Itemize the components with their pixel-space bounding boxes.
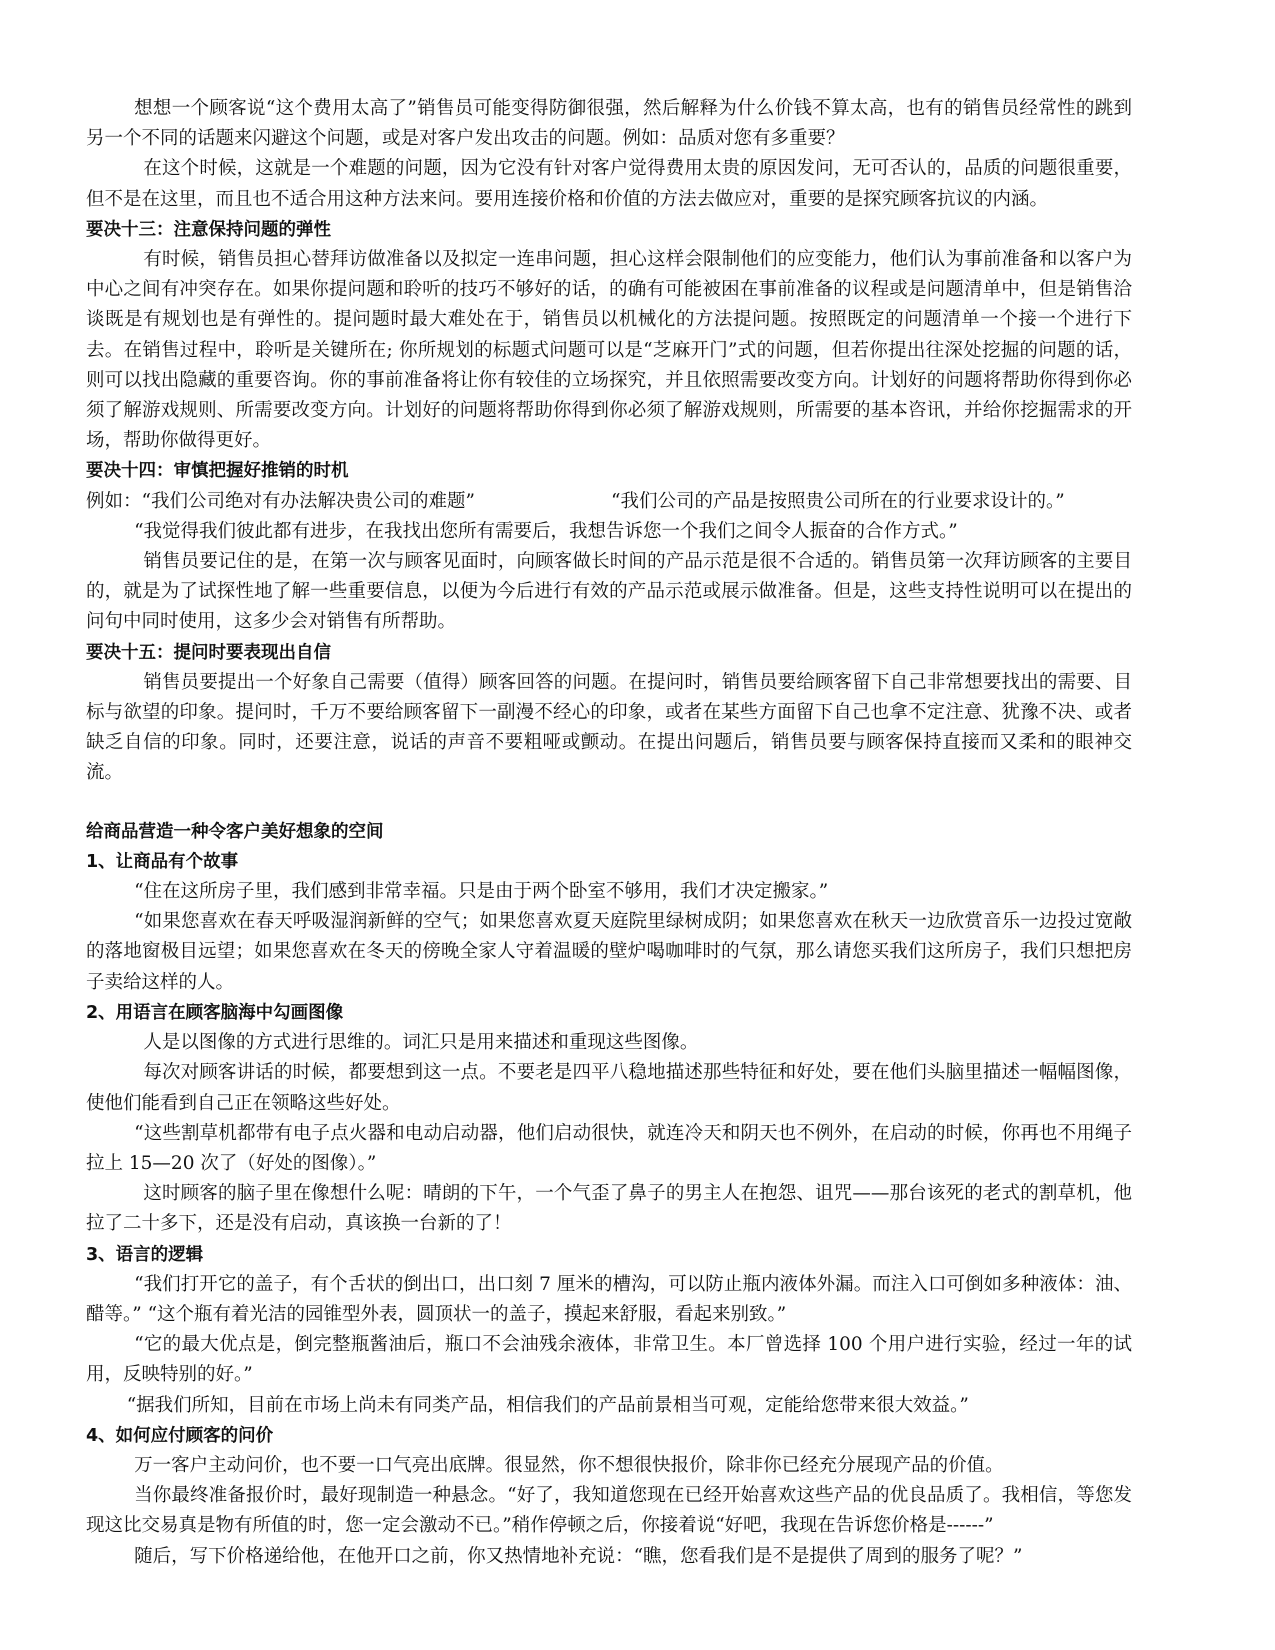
paragraph: 销售员要提出一个好象自己需要（值得）顾客回答的问题。在提问时，销售员要给顾客留下自己非常想要找出的需要、目标与欲望的印象。提问时，千万不要给顾客留下一副漫不经心的印象，或者在某些方面留下自己也拿不定注意、犹豫不决、或者缺乏自信的印象。同时，还要注意，说话的声音不要粗哑或颤动。在提出问题后，销售员要与顾客保持直接而又柔和的眼神交流。 [86,671,1132,784]
paragraph: 人是以图像的方式进行思维的。词汇只是用来描述和重现这些图像。 [143,1032,699,1054]
section-heading: 要决十四：审慎把握好推销的时机 [86,461,349,482]
paragraph: 当你最终准备报价时，最好现制造一种悬念。“好了，我知道您现在已经开始喜欢这些产品的优良品质了。我相信，等您发现这比交易真是物有所值的时，您一定会激动不已。”稍作停顿之后，你接着说“好吧，我现在告诉您价格是------” [86,1485,1132,1537]
paragraph: “如果您喜欢在春天呼吸湿润新鲜的空气；如果您喜欢夏天庭院里绿树成阴；如果您喜欢在秋天一边欣赏音乐一边投过宽敞的落地窗极目远望；如果您喜欢在冬天的傍晚全家人守着温暖的壁炉喝咖啡时的气氛，那么请您买我们这所房子，我们只想把房子卖给这样的人。 [86,911,1132,993]
paragraph: “据我们所知，目前在市场上尚未有同类产品，相信我们的产品前景相当可观，定能给您带来很大效益。” [126,1394,969,1416]
paragraph: 想想一个顾客说“这个费用太高了”销售员可能变得防御很强，然后解释为什么价钱不算太高，也有的销售员经常性的跳到另一个不同的话题来闪避这个问题，或是对客户发出攻击的问题。例如：品质对您有多重要？ [86,98,1132,150]
paragraph: 销售员要记住的是，在第一次与顾客见面时，向顾客做长时间的产品示范是很不合适的。销售员第一次拜访顾客的主要目的，就是为了试探性地了解一些重要信息，以便为今后进行有效的产品示范或展示做准备。但是，这些支持性说明可以在提出的问句中同时使用，这多少会对销售有所帮助。 [86,551,1132,633]
subsection-heading: 1、让商品有个故事 [86,851,239,872]
paragraph: 随后，写下价格递给他，在他开口之前，你又热情地补充说：“瞧，您看我们是不是提供了周到的服务了呢？” [134,1545,1023,1567]
spacer [86,789,1132,817]
paragraph: 每次对顾客讲话的时候，都要想到这一点。不要老是四平八稳地描述那些特征和好处，要在他们头脑里描述一幅幅图像，使他们能看到自己正在领略这些好处。 [86,1062,1132,1114]
paragraph: “这些割草机都带有电子点火器和电动启动器，他们启动很快，就连冷天和阴天也不例外，在启动的时候，你再也不用绳子拉上 15—20 次了（好处的图像）。” [86,1122,1132,1174]
paragraph: 万一客户主动问价，也不要一口气亮出底牌。很显然，你不想很快报价，除非你已经充分展现产品的价值。 [134,1454,1004,1476]
paragraph: 在这个时候，这就是一个难题的问题，因为它没有针对客户觉得费用太贵的原因发问，无可否认的，品质的问题很重要，但不是在这里，而且也不适合用这种方法来问。要用连接价格和价值的方法去做应对，重要的是探究顾客抗议的内涵。 [86,158,1132,210]
subsection-heading: 2、用语言在顾客脑海中勾画图像 [86,1002,344,1023]
example-quote: “我们公司的产品是按照贵公司所在的行业要求设计的。” [611,490,1065,512]
paragraph: 有时候，销售员担心替拜访做准备以及拟定一连串问题，担心这样会限制他们的应变能力，他们认为事前准备和以客户为中心之间有冲突存在。如果你提问题和聆听的技巧不够好的话，的确有可能被困在事前准备的议程或是问题清单中，但是销售洽谈既是有规划也是有弹性的。提问题时最大难处在于，销售员以机械化的方法提问题。按照既定的问题清单一个接一个进行下去。在销售过程中，聆听是关键所在; 你所规划的标题式问题可以是“芝麻开门”式的问题，但若你提出往深处挖掘的问题的话，则可以找出隐藏的重要咨询。你的事前准备将让你有较佳的立场探究，并且依照需要改变方向。计划好的问题将帮助你得到你必须了解游戏规则、所需要改变方向。计划好的问题将帮助你得到你必须了解游戏规则，所需要的基本咨讯，并给你挖掘需求的开场，帮助你做得更好。 [86,249,1132,452]
paragraph: 这时顾客的脑子里在像想什么呢：晴朗的下午，一个气歪了鼻子的男主人在抱怨、诅咒——那台该死的老式的割草机，他拉了二十多下，还是没有启动，真该换一台新的了！ [86,1183,1132,1235]
chapter-heading: 给商品营造一种令客户美好想象的空间 [86,821,384,842]
paragraph: “我觉得我们彼此都有进步，在我找出您所有需要后，我想告诉您一个我们之间令人振奋的合作方式。” [134,520,958,542]
section-heading: 要决十三：注意保持问题的弹性 [86,219,331,240]
section-heading: 要决十五：提问时要表现出自信 [86,642,331,663]
paragraph: “它的最大优点是，倒完整瓶酱油后，瓶口不会油残余液体，非常卫生。本厂曾选择 100 个用户进行实验，经过一年的试用，反映特别的好。” [86,1334,1132,1386]
paragraph: “我们打开它的盖子，有个舌状的倒出口，出口刻 7 厘米的槽沟，可以防止瓶内液体外漏。而注入口可倒如多种液体：油、醋等。” “这个瓶有着光洁的园锥型外表，圆顶状一的盖子，摸起来舒服，看起来别致。” [86,1273,1132,1325]
paragraph: “住在这所房子里，我们感到非常幸福。只是由于两个卧室不够用，我们才决定搬家。” [134,881,829,903]
document-page [86,94,1132,1572]
example-row [86,487,1132,517]
subsection-heading: 4、如何应付顾客的问价 [86,1425,274,1446]
example-quote: 例如：“我们公司绝对有办法解决贵公司的难题” [86,490,475,512]
subsection-heading: 3、语言的逻辑 [86,1244,204,1265]
